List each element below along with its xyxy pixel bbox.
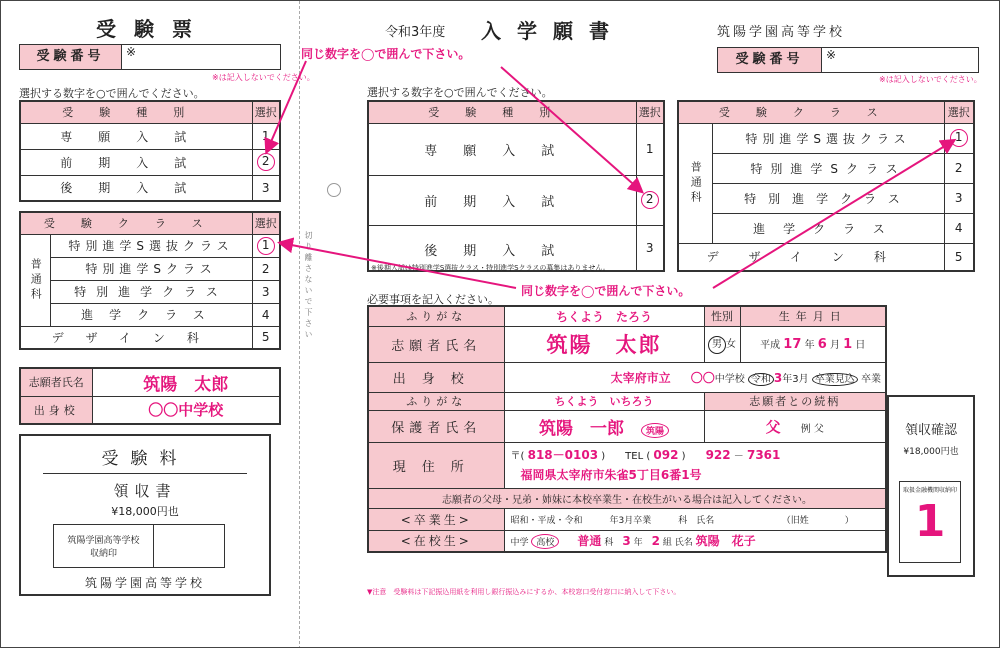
selection-circle: 1 bbox=[950, 129, 968, 147]
zip-code: 818－0103 bbox=[527, 448, 599, 462]
selection-circle: 1 bbox=[257, 237, 275, 255]
ticket-name-value[interactable]: 筑陽 太郎 bbox=[92, 368, 280, 396]
app-class-select-header: 選択 bbox=[944, 101, 974, 123]
address-value: 福岡県太宰府市朱雀5丁目6番1号 bbox=[520, 468, 702, 482]
grad-status: 卒業見込 bbox=[812, 373, 858, 386]
graduated: 卒業 bbox=[861, 373, 881, 385]
school-suffix: 中学校 bbox=[714, 373, 745, 385]
example-value: 父 bbox=[813, 423, 824, 435]
ticket-class-num[interactable]: 3 bbox=[252, 280, 280, 303]
app-exam-type-select-header: 選択 bbox=[636, 101, 664, 123]
ticket-class-row: 特別進学クラス bbox=[50, 280, 252, 303]
ticket-exam-row: 前期入試 bbox=[20, 149, 252, 175]
app-number-label: 受験番号 bbox=[718, 48, 822, 72]
day-unit: 日 bbox=[855, 340, 866, 351]
ticket-class-num[interactable]: 4 bbox=[252, 303, 280, 326]
ticket-instruction: 選択する数字を○で囲んでください。 bbox=[19, 87, 205, 100]
relation-label: 志願者との続柄 bbox=[704, 392, 886, 410]
arrow-to-ticket-class bbox=[281, 243, 516, 288]
receipt-title: 領収確認 bbox=[904, 423, 957, 438]
birth-era: 平成 bbox=[760, 340, 781, 351]
address-field[interactable]: 〒( 818－0103 ) TEL ( 092 ) 922 － 7361 福岡県太宰府市朱雀5丁目6番1号 bbox=[504, 442, 886, 488]
arrow-to-app-exam bbox=[501, 67, 641, 191]
current-label: <在校生> bbox=[368, 530, 504, 552]
ticket-class-select-header: 選択 bbox=[252, 212, 280, 234]
ticket-class-num[interactable]: 5 bbox=[252, 326, 280, 349]
bank-label: 取扱金融機関収納印 bbox=[902, 487, 957, 494]
ticket-class-row: 進学クラス bbox=[50, 303, 252, 326]
cur-class: 2 bbox=[651, 534, 660, 549]
shimei: 氏名 bbox=[674, 538, 693, 549]
app-title: 入学願書 bbox=[481, 19, 625, 43]
month-unit: 月 bbox=[829, 340, 840, 351]
cur-hs: 高校 bbox=[531, 534, 559, 549]
grad-label: <卒業生> bbox=[368, 508, 504, 530]
ticket-school-label: 出身校 bbox=[20, 396, 92, 424]
callout-middle: 同じ数字を◯で囲んで下さい。 bbox=[521, 284, 691, 298]
address-label: 現住所 bbox=[368, 442, 504, 488]
ticket-number-label: 受験番号 bbox=[20, 45, 122, 69]
tel-label: TEL ( bbox=[625, 451, 651, 462]
jh: 中学 bbox=[510, 538, 529, 549]
app-exam-type-header: 受験種別 bbox=[368, 101, 636, 123]
g-furigana-label: ふりがな bbox=[368, 392, 504, 410]
app-class-num[interactable]: 4 bbox=[944, 213, 974, 243]
cur-course: 普通 bbox=[577, 534, 602, 549]
gender-male: 男 bbox=[708, 336, 726, 354]
ticket-class-row: 特別進学S選抜クラス bbox=[50, 234, 252, 257]
app-exam-num[interactable]: 1 bbox=[636, 123, 664, 175]
ticket-title: 受験票 bbox=[96, 17, 210, 41]
ticket-class-group: 普通科 bbox=[20, 234, 50, 326]
tel-area: 092 bbox=[653, 448, 679, 462]
seal-stamp: 筑陽 bbox=[641, 423, 669, 438]
family-note: 志願者の父母・兄弟・姉妹に本校卒業生・在校生がいる場合は記入してください。 bbox=[368, 488, 886, 508]
cur-name: 筑陽 花子 bbox=[695, 534, 756, 549]
birth-year: 17 bbox=[783, 337, 802, 352]
ticket-exam-num[interactable]: 1 bbox=[252, 123, 280, 149]
gender-label: 性別 bbox=[704, 306, 740, 326]
ticket-exam-type-header: 受験種別 bbox=[20, 101, 252, 123]
ticket-name-label: 志願者氏名 bbox=[20, 368, 92, 396]
ticket-exam-type-select-header: 選択 bbox=[252, 101, 280, 123]
required-instruction: 必要事項を記入ください。 bbox=[367, 293, 499, 306]
zip-mark: 〒( bbox=[510, 451, 525, 462]
ka: 科 bbox=[604, 538, 614, 549]
app-number-mark: ※ bbox=[826, 48, 837, 62]
birth-month: 6 bbox=[817, 337, 827, 352]
arrow-to-ticket-exam bbox=[267, 61, 306, 151]
school-city: 太宰府市立 bbox=[610, 370, 671, 385]
ticket-number-mark: ※ bbox=[126, 45, 137, 59]
app-class-num[interactable]: 3 bbox=[944, 183, 974, 213]
ticket-class-row: 特別進学Sクラス bbox=[50, 257, 252, 280]
ticket-exam-row: 後期入試 bbox=[20, 175, 252, 201]
app-school: 筑陽学園高等学校 bbox=[717, 25, 846, 40]
footer-note: ▼注意 受験料は下記振込用紙を利用し銀行振込みにするか、本校窓口受付窓口に納入して下さい。 bbox=[367, 588, 681, 596]
year-unit: 年 bbox=[804, 340, 815, 351]
app-class-row: 特別進学クラス bbox=[712, 183, 944, 213]
furigana-value[interactable]: ちくよう たろう bbox=[504, 306, 704, 326]
ticket-exam-num[interactable]: 3 bbox=[252, 175, 280, 201]
grad-suffix: 年3月 bbox=[782, 373, 809, 385]
fee-receipt: 領収書 bbox=[113, 482, 177, 500]
relation-value: 父 bbox=[765, 417, 781, 436]
app-class-num[interactable]: 2 bbox=[944, 153, 974, 183]
tel-number: 7361 bbox=[746, 448, 781, 462]
ticket-exam-row: 専願入試 bbox=[20, 123, 252, 149]
birth-label: 生年月日 bbox=[740, 306, 886, 326]
grad-field[interactable]: 昭和・平成・令和 年3月卒業 科 氏名 （旧姓 ） bbox=[504, 508, 886, 530]
app-class-group: 普通科 bbox=[678, 123, 712, 243]
selection-circle: 2 bbox=[641, 191, 659, 209]
ticket-class-design: デザイン科 bbox=[20, 326, 252, 349]
ticket-school-value[interactable]: 〇〇中学校 bbox=[92, 396, 280, 424]
gender-female: 女 bbox=[726, 338, 736, 350]
fee-stamp-label: 筑陽学園高等学校 収納印 bbox=[54, 525, 154, 567]
app-class-num[interactable]: 5 bbox=[944, 243, 974, 271]
ticket-class-num[interactable]: 2 bbox=[252, 257, 280, 280]
cur-year: 3 bbox=[622, 534, 631, 549]
app-exam-num[interactable]: 3 bbox=[636, 225, 664, 271]
kumi: 組 bbox=[662, 538, 672, 549]
app-exam-row: 専願入試 bbox=[368, 123, 636, 175]
ticket-note: ※は記入しないでください。 bbox=[212, 73, 315, 82]
tel-exchange: 922 bbox=[705, 448, 731, 462]
g-name-text: 筑陽 一郎 bbox=[538, 418, 624, 439]
bank-number: 1 bbox=[914, 496, 946, 547]
selection-circle: 2 bbox=[257, 153, 275, 171]
school-name: 〇〇 bbox=[690, 370, 715, 385]
app-exam-row: 後期入試 bbox=[368, 225, 636, 271]
birth-day: 1 bbox=[843, 337, 853, 352]
grad-year: 3 bbox=[773, 370, 783, 385]
app-instruction: 選択する数字を○で囲んでください。 bbox=[367, 86, 553, 99]
receipt-amount: ¥18,000円也 bbox=[903, 447, 959, 457]
fee-school: 筑陽学園高等学校 bbox=[84, 576, 205, 590]
nen: 年 bbox=[633, 538, 643, 549]
school-label: 出身校 bbox=[368, 362, 504, 392]
name-label: 志願者氏名 bbox=[368, 326, 504, 362]
callout-top: 同じ数字を◯で囲んで下さい。 bbox=[301, 47, 471, 61]
fee-title: 受験料 bbox=[101, 449, 189, 469]
ticket-class-header: 受験クラス bbox=[20, 212, 252, 234]
g-name-label: 保護者氏名 bbox=[368, 410, 504, 442]
example-label: 例 bbox=[800, 423, 811, 435]
grad-era: 令和 bbox=[748, 373, 774, 386]
name-value[interactable]: 筑陽 太郎 bbox=[504, 326, 704, 362]
g-furigana-value[interactable]: ちくよう いちろう bbox=[504, 392, 704, 410]
app-exam-note: ※後期入試は特別進学S選抜クラス・特別進学Sクラスの募集はありません。 bbox=[371, 264, 610, 272]
app-class-row: 進学クラス bbox=[712, 213, 944, 243]
cut-line-note: 切り離さないで下さい bbox=[304, 231, 313, 341]
arrow-to-app-class bbox=[713, 141, 953, 288]
fee-amount: ¥18,000円也 bbox=[111, 505, 179, 518]
app-exam-row: 前期入試 bbox=[368, 175, 636, 225]
app-year: 令和3年度 bbox=[385, 25, 446, 40]
app-class-row: 特別進学S選抜クラス bbox=[712, 123, 944, 153]
furigana-label: ふりがな bbox=[368, 306, 504, 326]
app-note: ※は記入しないでください。 bbox=[879, 75, 982, 84]
app-class-design: デザイン科 bbox=[678, 243, 944, 271]
app-class-row: 特別進学Sクラス bbox=[712, 153, 944, 183]
callout-arrows bbox=[1, 1, 1000, 648]
app-class-header: 受験クラス bbox=[678, 101, 944, 123]
